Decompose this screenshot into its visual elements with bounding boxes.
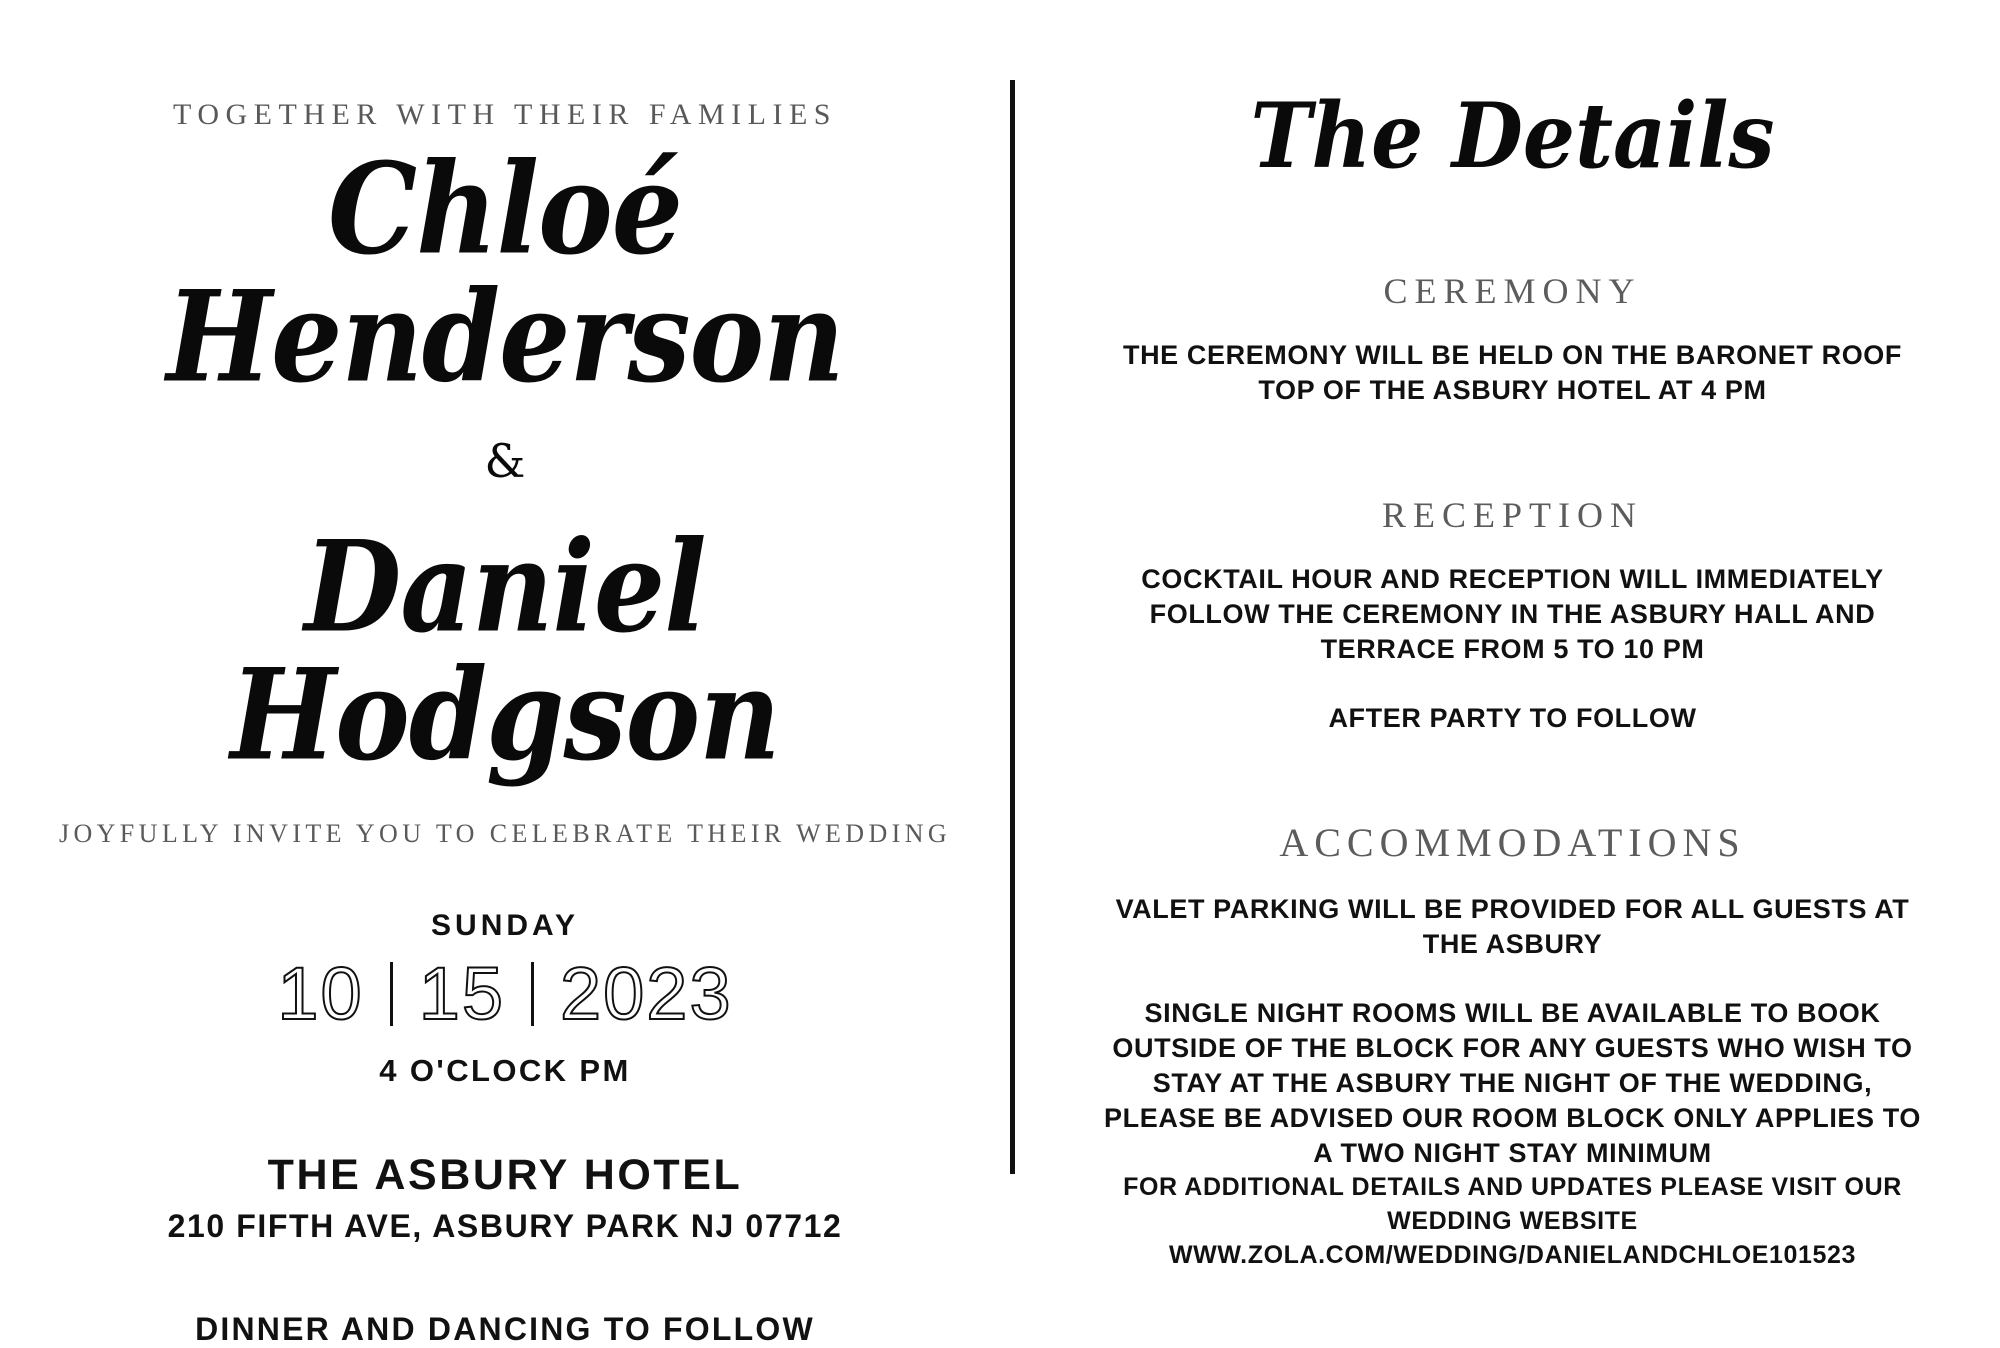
ampersand-symbol: & (484, 434, 526, 489)
date-separator-1 (390, 962, 393, 1026)
invitation-right-panel (1015, 0, 2000, 1294)
venue-address: 210 FIFTH AVE, ASBURY PARK NJ 07712 (167, 1207, 843, 1244)
ceremony-heading: CEREMONY (1383, 271, 1642, 311)
reception-body: COCKTAIL HOUR AND RECEPTION WILL IMMEDIATELY FOLLOW THE CEREMONY IN THE ASBURY HALL AND TERRACE FROM 5 TO 10 PM (1141, 564, 1884, 665)
reception-heading: RECEPTION (1382, 495, 1643, 536)
accommodations-heading: ACCOMMODATIONS (1279, 819, 1746, 865)
groom-name: Daniel Hodgson (230, 514, 780, 790)
eyebrow-text: TOGETHER WITH THEIR FAMILIES (173, 98, 837, 131)
website-note-line-1: FOR ADDITIONAL DETAILS AND UPDATES PLEASE VISIT OUR WEDDING WEBSITE (1123, 1173, 1902, 1235)
venue-name: THE ASBURY HOTEL (267, 1150, 743, 1199)
date-year: 2023 (560, 951, 733, 1035)
invite-subline: JOYFULLY INVITE YOU TO CELEBRATE THEIR WEDDING (58, 818, 952, 848)
after-party-note: AFTER PARTY TO FOLLOW (1328, 703, 1697, 734)
date-row (277, 951, 733, 1035)
bride-name: Chloé Henderson (166, 136, 844, 411)
ceremony-time: 4 O'CLOCK PM (379, 1052, 631, 1088)
weekday-label: SUNDAY (431, 908, 579, 942)
wedding-website-url[interactable]: WWW.ZOLA.COM/WEDDING/DANIELANDCHLOE101523 (1168, 1240, 1857, 1269)
valet-parking-note: VALET PARKING WILL BE PROVIDED FOR ALL GUESTS AT THE ASBURY (1115, 893, 1910, 959)
date-month: 10 (277, 951, 364, 1035)
ceremony-body: THE CEREMONY WILL BE HELD ON THE BARONET ROOF TOP OF THE ASBURY HOTEL AT 4 PM (1122, 340, 1903, 406)
closing-note: DINNER AND DANCING TO FOLLOW (195, 1310, 815, 1347)
room-block-note: SINGLE NIGHT ROOMS WILL BE AVAILABLE TO BOOK OUTSIDE OF THE BLOCK FOR ANY GUESTS WHO WISH TO STAY AT THE ASBURY THE NIGHT OF THE WEDDING, PLEASE BE ADVISED OUR ROOM BLOCK ONLY APPLIES TO A TWO NIGHT STAY MINIMUM (1104, 997, 1921, 1169)
website-note (1095, 1171, 1930, 1272)
date-separator-2 (531, 962, 534, 1026)
date-day: 15 (418, 951, 505, 1035)
details-title: The Details (1250, 83, 1775, 189)
